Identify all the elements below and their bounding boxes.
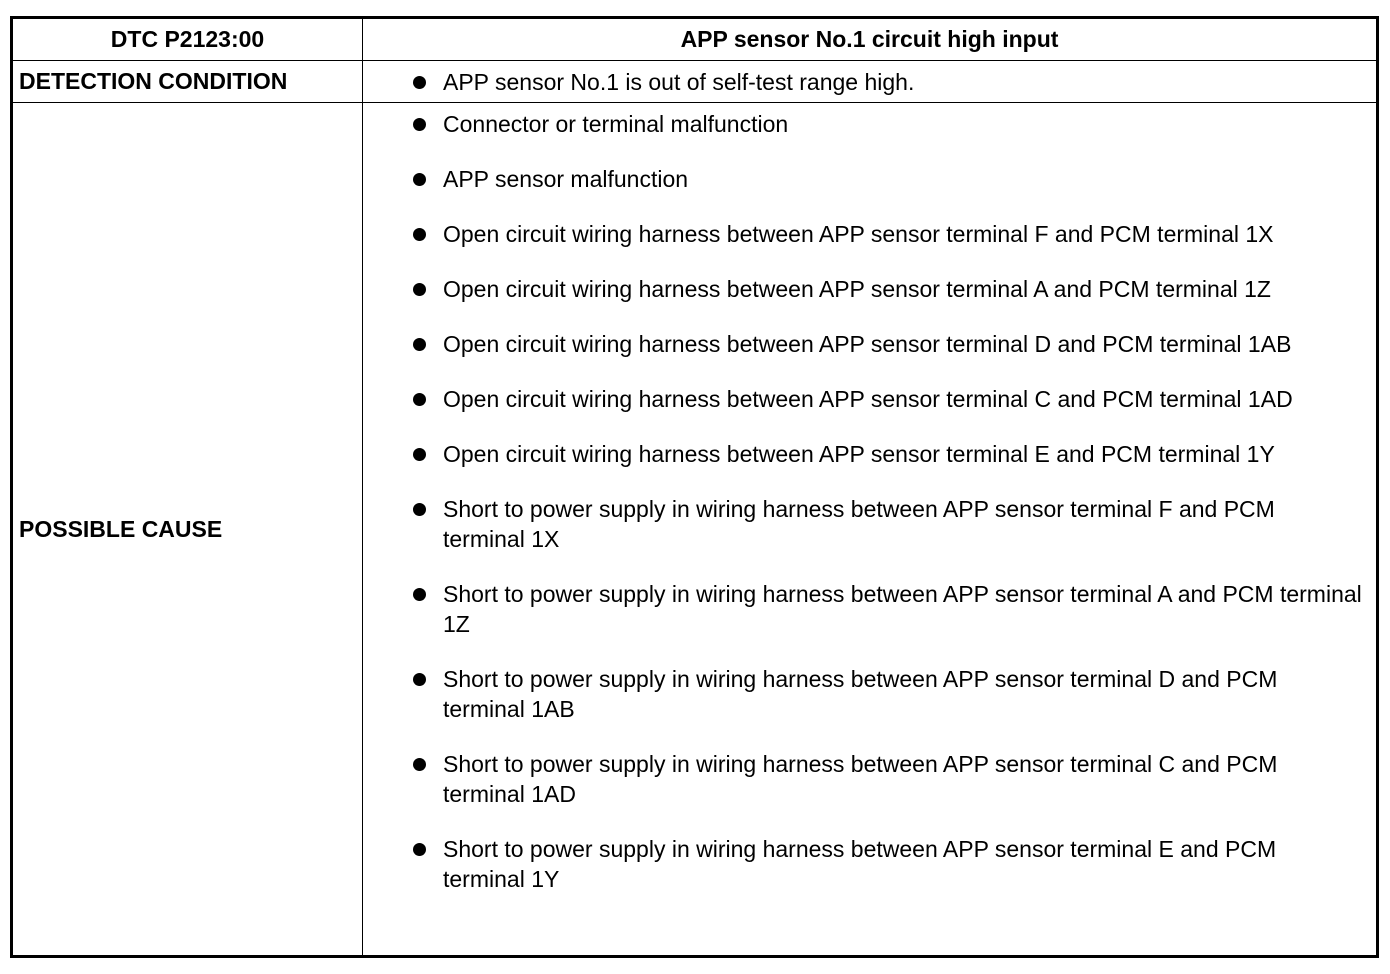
bullet-icon xyxy=(413,118,426,131)
possible-cause-content-cell xyxy=(363,103,1376,955)
list-item-text: Short to power supply in wiring harness between APP sensor terminal F and PCM terminal 1X xyxy=(443,496,1275,552)
bullet-icon xyxy=(413,503,426,516)
detection-content-cell xyxy=(363,61,1376,102)
list-item-text: Open circuit wiring harness between APP sensor terminal F and PCM terminal 1X xyxy=(443,221,1274,247)
list-item xyxy=(363,664,1376,724)
bullet-icon xyxy=(413,338,426,351)
possible-cause-label: POSSIBLE CAUSE xyxy=(19,515,223,542)
bullet-icon xyxy=(413,173,426,186)
list-item xyxy=(363,579,1376,639)
list-item-text: Open circuit wiring harness between APP sensor terminal D and PCM terminal 1AB xyxy=(443,331,1292,357)
bullet-icon xyxy=(413,393,426,406)
list-item xyxy=(363,109,1376,139)
bullet-icon xyxy=(413,588,426,601)
list-item-text: Short to power supply in wiring harness between APP sensor terminal E and PCM terminal 1Y xyxy=(443,836,1277,892)
dtc-code: DTC P2123:00 xyxy=(110,26,265,52)
list-item-text: Open circuit wiring harness between APP sensor terminal A and PCM terminal 1Z xyxy=(443,276,1271,302)
possible-cause-row xyxy=(13,103,1376,955)
list-item-text: Open circuit wiring harness between APP sensor terminal C and PCM terminal 1AD xyxy=(443,386,1293,412)
dtc-code-cell xyxy=(13,19,363,60)
list-item-text: Short to power supply in wiring harness between APP sensor terminal A and PCM terminal 1Z xyxy=(443,581,1362,637)
list-item xyxy=(363,384,1376,414)
list-item xyxy=(363,219,1376,249)
list-item xyxy=(363,164,1376,194)
possible-cause-label-cell xyxy=(13,103,363,955)
dtc-description: APP sensor No.1 circuit high input xyxy=(680,26,1059,52)
list-item xyxy=(363,274,1376,304)
bullet-icon xyxy=(413,283,426,296)
detection-condition-label: DETECTION CONDITION xyxy=(19,68,288,94)
list-item xyxy=(363,67,928,97)
list-item xyxy=(363,749,1376,809)
possible-cause-list xyxy=(363,103,1376,919)
detection-list xyxy=(363,67,928,97)
list-item xyxy=(363,494,1376,554)
dtc-table xyxy=(10,16,1379,958)
table-header-row xyxy=(13,19,1376,61)
bullet-icon xyxy=(413,673,426,686)
list-item-text: APP sensor malfunction xyxy=(443,166,689,192)
list-item xyxy=(363,329,1376,359)
bullet-icon xyxy=(413,843,426,856)
list-item xyxy=(363,439,1376,469)
list-item-text: Connector or terminal malfunction xyxy=(443,111,789,137)
list-item-text: Short to power supply in wiring harness between APP sensor terminal D and PCM terminal 1AB xyxy=(443,666,1278,722)
detection-condition-row xyxy=(13,61,1376,103)
list-item-text: Short to power supply in wiring harness between APP sensor terminal C and PCM terminal 1AD xyxy=(443,751,1278,807)
dtc-description-cell xyxy=(363,19,1376,60)
bullet-icon xyxy=(413,76,426,89)
list-item-text: Open circuit wiring harness between APP sensor terminal E and PCM terminal 1Y xyxy=(443,441,1275,467)
detection-label-cell xyxy=(13,61,363,102)
bullet-icon xyxy=(413,448,426,461)
list-item-text: APP sensor No.1 is out of self-test range high. xyxy=(443,68,915,95)
bullet-icon xyxy=(413,758,426,771)
bullet-icon xyxy=(413,228,426,241)
list-item xyxy=(363,834,1376,894)
